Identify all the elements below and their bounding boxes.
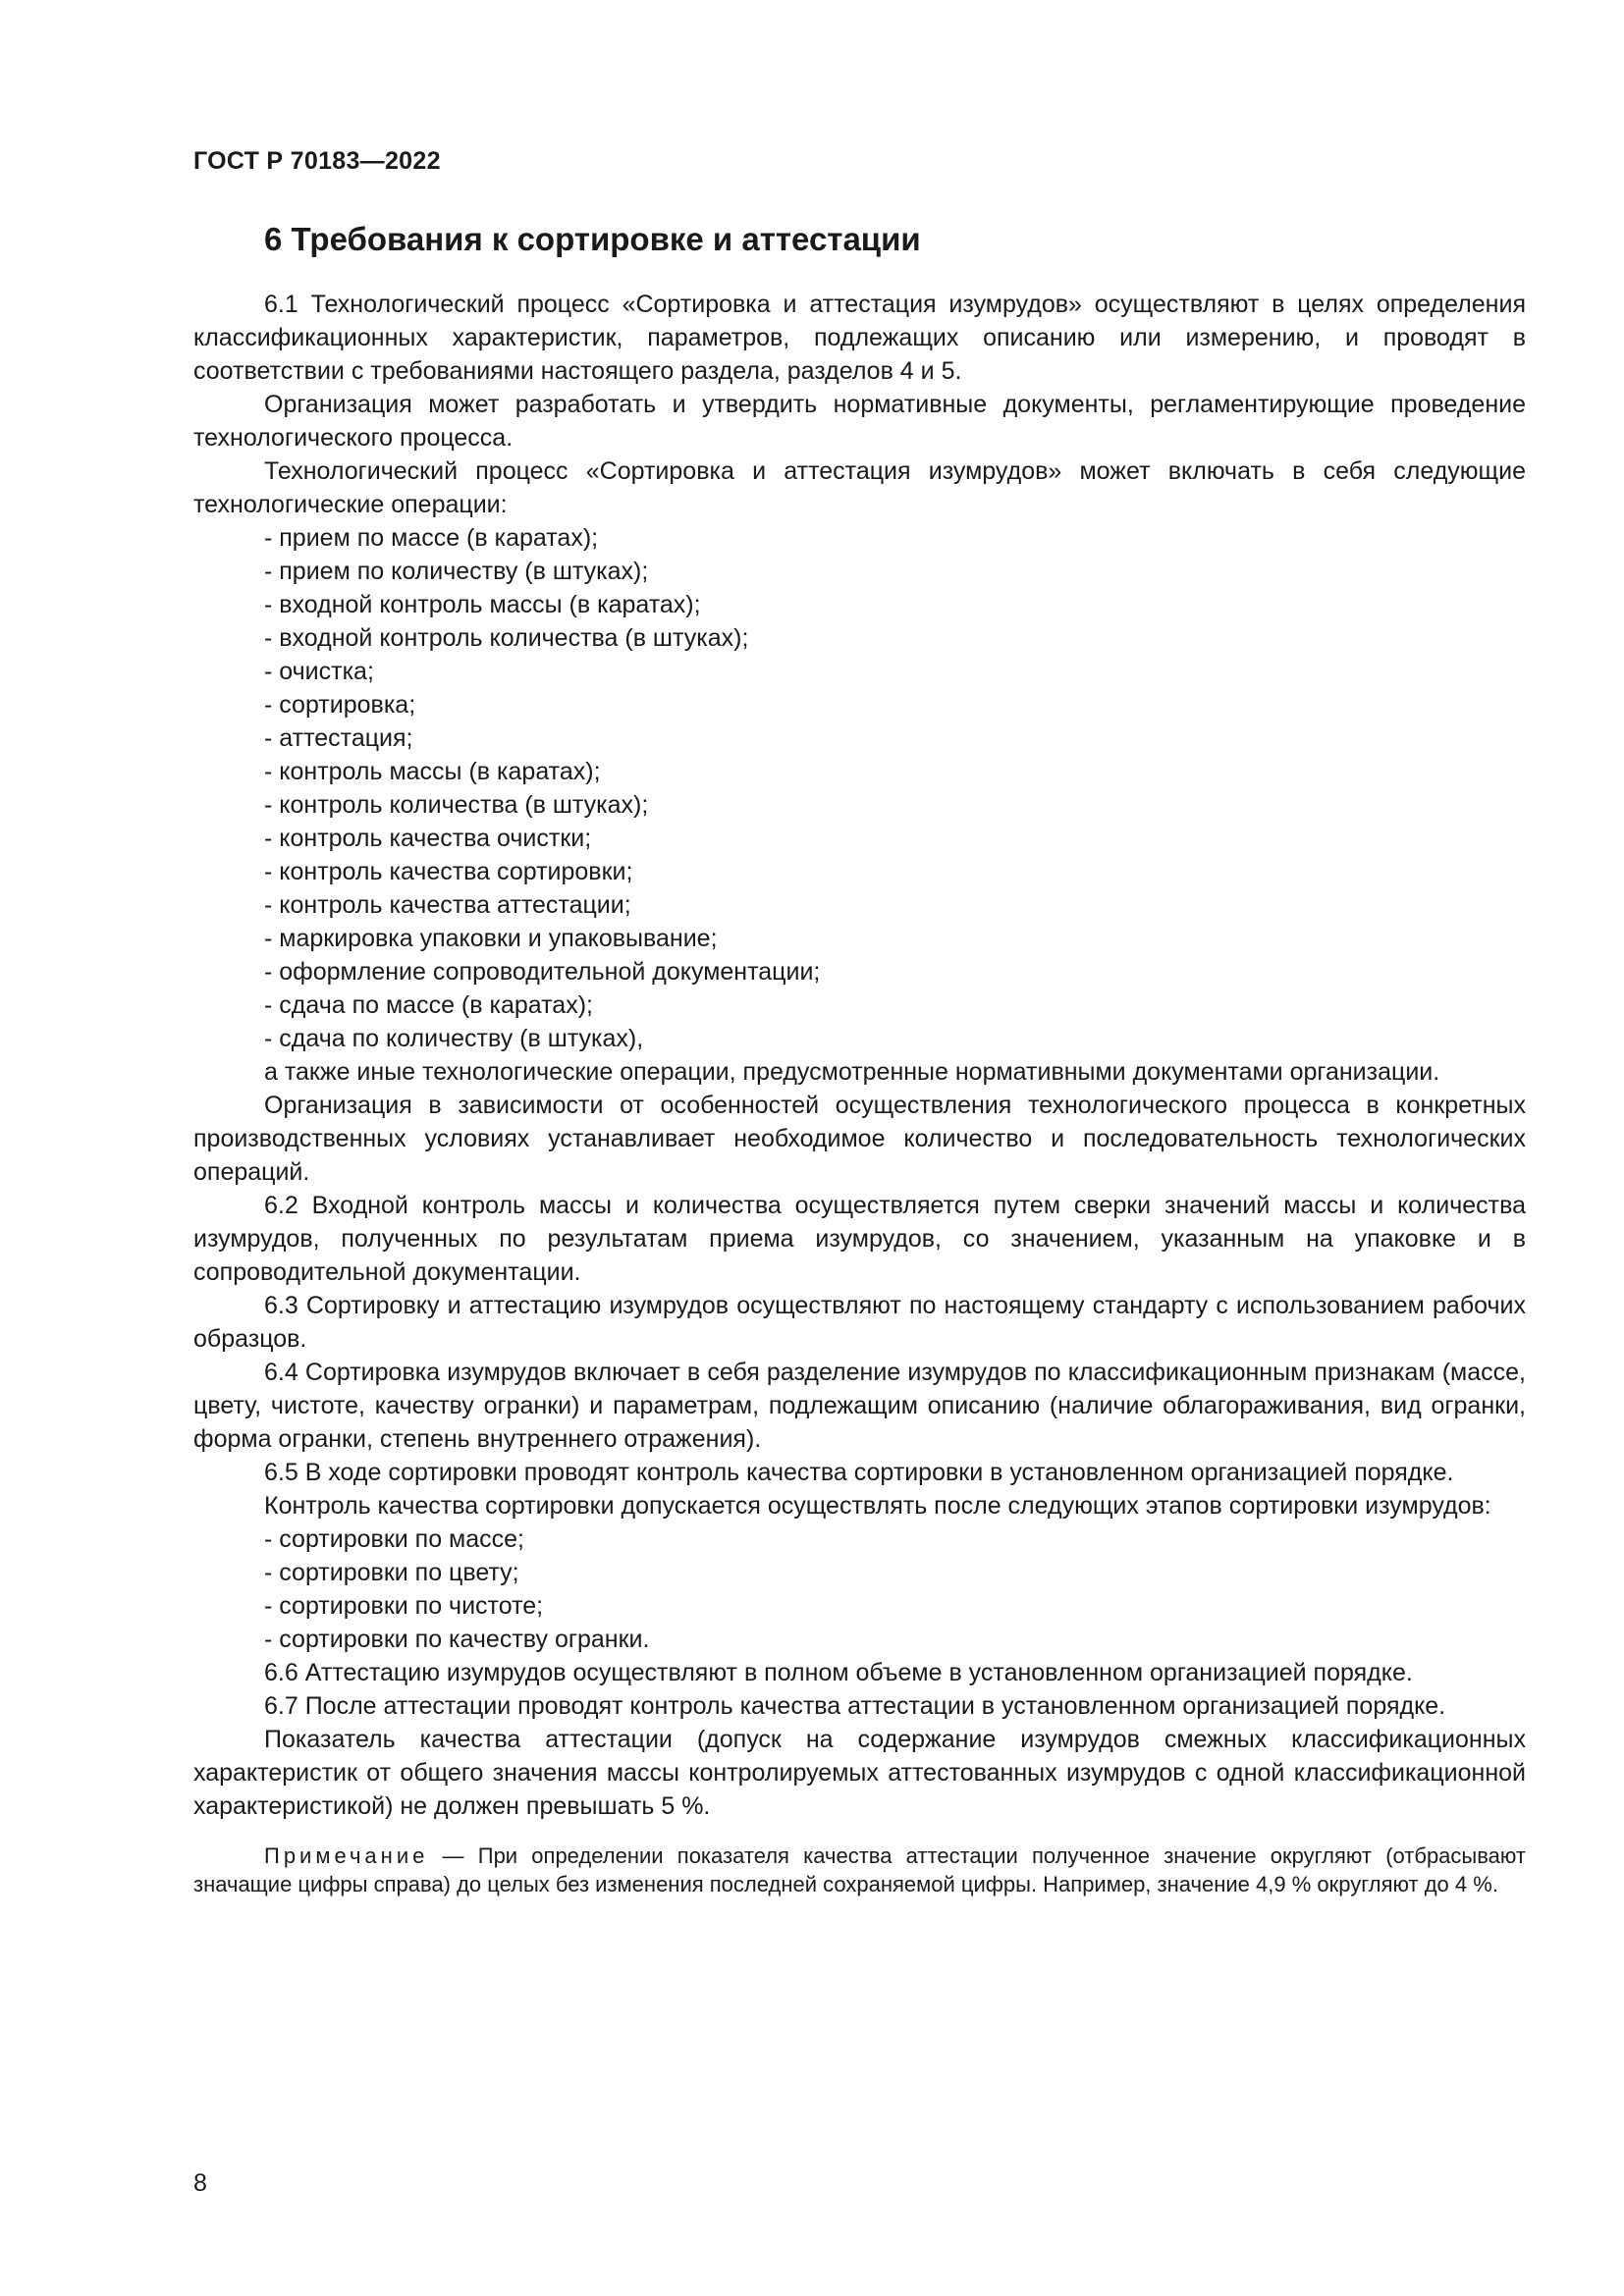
list-item: - контроль качества очистки; (264, 825, 592, 852)
paragraph-6-5: 6.5 В ходе сортировки проводят контроль качества сортировки в установленном организацией порядке. (264, 1459, 1454, 1486)
paragraph-organization-dependency: Организация в зависимости от особенностей осуществления технологического процесса в конкретных производственных условиях устанавливает необходимое количество и последовательность технологических операций. (193, 1092, 1526, 1186)
sort-stages-list (193, 1522, 1526, 1656)
paragraph-indicator: Показатель качества аттестации (допуск на содержание изумрудов смежных классификационных характеристик от общего значения массы контролируемых аттестованных изумрудов с одной классификационной характеристикой) не должен превышать 5 %. (193, 1726, 1526, 1820)
operations-list (193, 521, 1526, 1055)
list-item: - сортировки по цвету; (264, 1559, 519, 1586)
list-item: - сдача по количеству (в штуках), (264, 1025, 644, 1052)
list-item: - очистка; (264, 658, 374, 685)
paragraph-6-7: 6.7 После аттестации проводят контроль качества аттестации в установленном организацией порядке. (264, 1692, 1446, 1720)
paragraph-6-6: 6.6 Аттестацию изумрудов осуществляют в полном объеме в установленном организацией порядке. (264, 1659, 1413, 1686)
note-label: Примечание (264, 1843, 429, 1868)
list-item: - контроль массы (в каратах); (264, 758, 601, 785)
page-number: 8 (193, 2169, 207, 2197)
paragraph-operations-tail: а также иные технологические операции, предусмотренные нормативными документами организации. (264, 1058, 1440, 1086)
list-item: - маркировка упаковки и упаковывание; (264, 925, 718, 952)
list-item: - сортировки по чистоте; (264, 1592, 544, 1620)
paragraph-6-2: 6.2 Входной контроль массы и количества осуществляется путем сверки значений массы и количества изумрудов, полученных по результатам приема изумрудов, со значением, указанным на упаковке и в сопроводительной документации. (193, 1192, 1526, 1286)
paragraph-6-3: 6.3 Сортировку и аттестацию изумрудов осуществляют по настоящему стандарту с использованием рабочих образцов. (193, 1292, 1526, 1353)
paragraph-6-1: 6.1 Технологический процесс «Сортировка и аттестация изумрудов» осуществляют в целях определения классификационных характеристик, параметров, подлежащих описанию или измерению, и проводят в соответствии с требованиями настоящего раздела, разделов 4 и 5. (193, 291, 1526, 385)
section-title: 6 Требования к сортировке и аттестации (264, 221, 921, 257)
list-item: - контроль качества сортировки; (264, 858, 633, 885)
note-text: — При определении показателя качества аттестации полученное значение округляют (отбрасывают значащие цифры справа) до целых без изменения последней сохраняемой цифры. Например, значение 4,9 % округляют до 4 %. (193, 1843, 1526, 1896)
paragraph-operations-intro: Технологический процесс «Сортировка и аттестация изумрудов» может включать в себя следующие технологические операции: (193, 457, 1526, 518)
list-item: - сортировка; (264, 691, 416, 719)
list-item: - сдача по массе (в каратах); (264, 991, 593, 1019)
list-item: - прием по массе (в каратах); (264, 524, 599, 552)
list-item: - аттестация; (264, 724, 413, 752)
list-item: - прием по количеству (в штуках); (264, 558, 649, 585)
paragraph-organization: Организация может разработать и утвердить нормативные документы, регламентирующие проведение технологического процесса. (193, 391, 1526, 452)
document-header: ГОСТ Р 70183—2022 (193, 147, 441, 175)
note (193, 1842, 1526, 1898)
paragraph-6-4: 6.4 Сортировка изумрудов включает в себя разделение изумрудов по классификационным признакам (массе, цвету, чистоте, качеству огранки) и параметрам, подлежащим описанию (наличие облагораживания, вид огранки, форма огранки, степень внутреннего отражения). (193, 1359, 1526, 1453)
list-item: - контроль количества (в штуках); (264, 791, 649, 819)
document-body (193, 288, 1526, 1898)
list-item: - входной контроль количества (в штуках); (264, 624, 749, 652)
list-item: - сортировки по качеству огранки. (264, 1626, 650, 1653)
paragraph-quality-control-intro: Контроль качества сортировки допускается осуществлять после следующих этапов сортировки изумрудов: (264, 1492, 1491, 1520)
list-item: - входной контроль массы (в каратах); (264, 591, 701, 618)
list-item: - контроль качества аттестации; (264, 891, 631, 919)
list-item: - сортировки по массе; (264, 1525, 524, 1553)
list-item: - оформление сопроводительной документации; (264, 958, 821, 986)
